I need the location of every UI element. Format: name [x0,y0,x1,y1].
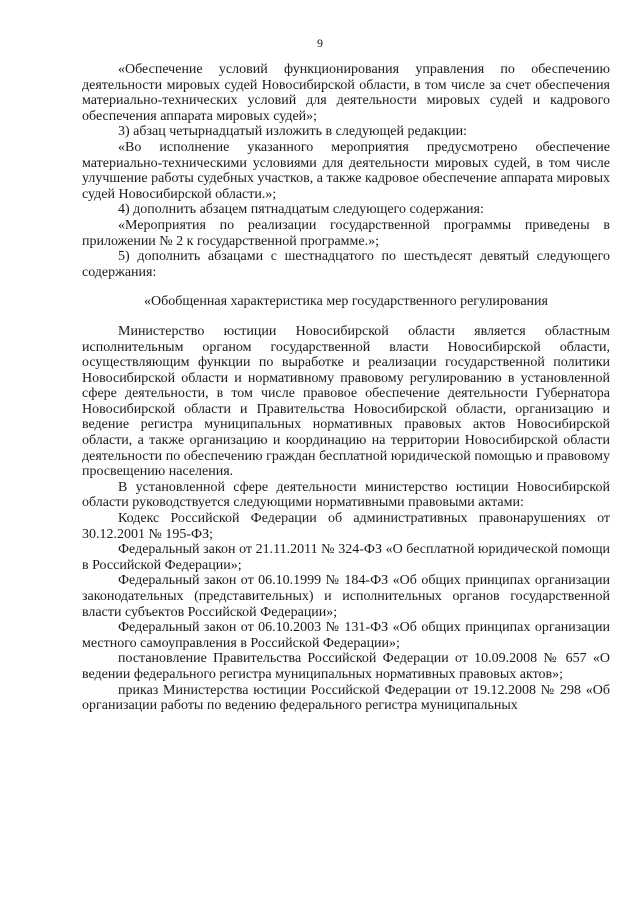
spacer [82,310,610,324]
paragraph-amendment-quote-2: «Во исполнение указанного мероприятия предусмотрено обеспечение материально-техническими условиями для деятельности мировых судей, в том числе улучшение работы судебных участков, а также кадровое обеспечение аппарата мировых судей Новосибирской области.»; [82,139,610,202]
paragraph-item-5: 5) дополнить абзацами с шестнадцатого по шестьдесят девятый следующего содержания: [82,249,610,280]
document-body [82,62,610,714]
paragraph-amendment-quote-1: «Обеспечение условий функционирования управления по обеспечению деятельности мировых судей Новосибирской области, в том числе за счет обеспечения материально-технических условий для деятельности мировых судей и кадрового обеспечения аппарата мировых судей»; [82,62,610,124]
paragraph-item-4: 4) дополнить абзацем пятнадцатым следующего содержания: [118,202,484,218]
section-heading: «Обобщенная характеристика мер государственного регулирования [144,294,548,310]
page-number: 9 [317,36,323,50]
paragraph-legal-act-4: Федеральный закон от 06.10.2003 № 131-ФЗ «Об общих принципах организации местного самоуправления в Российской Федерации»; [82,620,610,651]
spacer [82,280,610,294]
paragraph-legal-acts-intro: В установленной сфере деятельности министерство юстиции Новосибирской области руководствуется следующими нормативными правовыми актами: [82,479,610,511]
paragraph-legal-act-6: приказ Министерства юстиции Российской Федерации от 19.12.2008 № 298 «Об организации работы по ведению федерального регистра муниципальных [82,682,610,714]
paragraph-legal-act-1: Кодекс Российской Федерации об административных правонарушениях от 30.12.2001 № 195-ФЗ; [82,511,610,542]
paragraph-ministry-description: Министерство юстиции Новосибирской области является областным исполнительным органом государственной власти Новосибирской области, осуществляющим функции по выработке и реализации государственной политики Новосибирской области и нормативному правовому регулированию в установленной сфере деятельности, в том числе правовое обеспечение деятельности Губернатора Новосибирской области и Правительства Новосибирской области, организацию и ведение регистра муниципальных нормативных правовых актов Новосибирской области, а также организацию и координацию на территории Новосибирской области деятельности по обеспечению граждан бесплатной юридической помощью и правовому просвещению населения. [82,323,610,480]
paragraph-amendment-quote-3: «Мероприятия по реализации государственной программы приведены в приложении № 2 к государственной программе.»; [82,217,610,249]
paragraph-legal-act-3: Федеральный закон от 06.10.1999 № 184-ФЗ «Об общих принципах организации законодательных (представительных) и исполнительных органов государственной власти субъектов Российской Федерации»; [82,573,610,620]
paragraph-legal-act-2: Федеральный закон от 21.11.2011 № 324-ФЗ «О бесплатной юридической помощи в Российской Федерации»; [82,542,610,573]
paragraph-legal-act-5: постановление Правительства Российской Федерации от 10.09.2008 № 657 «О ведении федерального регистра муниципальных нормативных правовых актов»; [82,651,610,682]
paragraph-item-3: 3) абзац четырнадцатый изложить в следующей редакции: [118,124,467,140]
